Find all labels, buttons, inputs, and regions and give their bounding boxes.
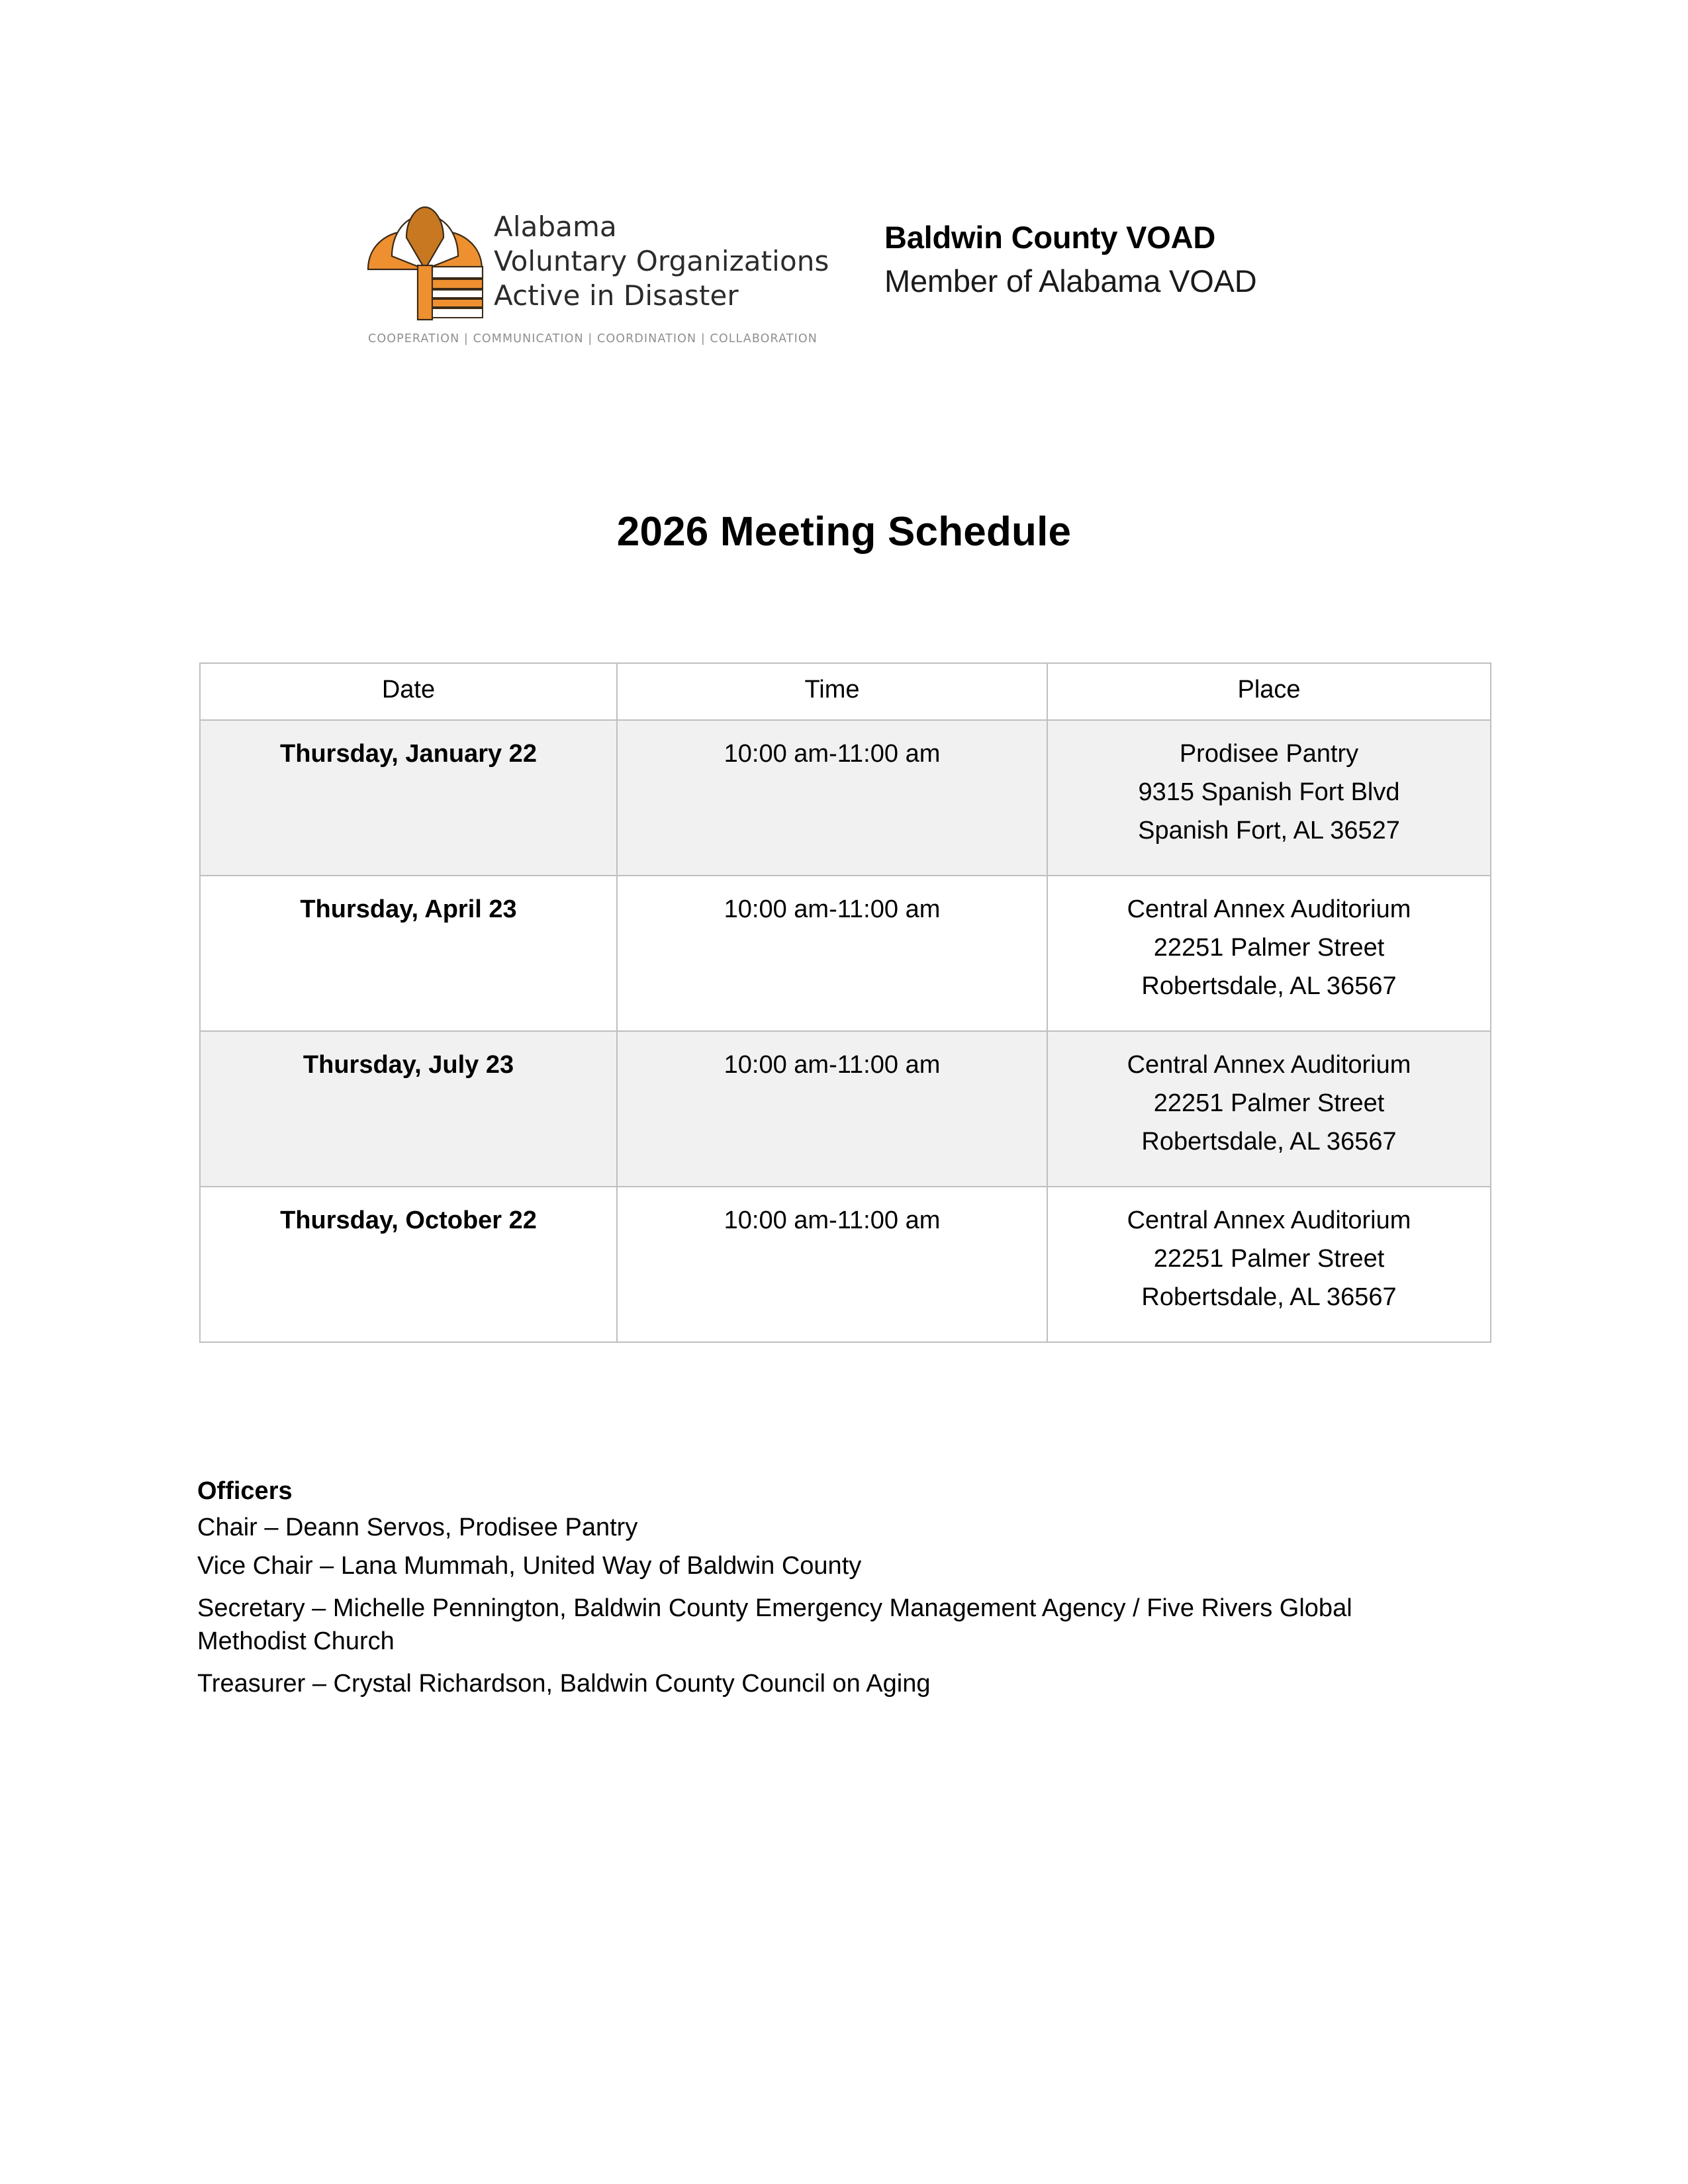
column-header-place: Place [1047,663,1491,720]
place-line-city: Robertsdale, AL 36567 [1141,1127,1397,1156]
table-row [200,876,1491,1031]
organization-name: Baldwin County VOAD [884,220,1216,255]
place-line-city: Robertsdale, AL 36567 [1141,1283,1397,1311]
meeting-schedule-table [199,662,1491,1343]
place-line-venue: Central Annex Auditorium [1127,1206,1411,1234]
cell-time: 10:00 am-11:00 am [617,720,1047,876]
organization-membership: Member of Alabama VOAD [884,263,1257,299]
place-line-street: 22251 Palmer Street [1153,1244,1385,1273]
officer-chair: Chair – Deann Servos, Prodisee Pantry [197,1514,638,1541]
cell-place [1047,1031,1491,1187]
logo-wordmark-line-2: Voluntary Organizations [494,244,829,277]
page-title: 2026 Meeting Schedule [616,509,1072,555]
document-header [363,199,1356,364]
logo-top-row [363,199,853,324]
alabama-voad-logo [363,199,853,345]
cell-place [1047,876,1491,1031]
column-header-date: Date [200,663,617,720]
logo-tagline: COOPERATION | COMMUNICATION | COORDINATION | COLLABORATION [368,332,818,345]
logo-wordmark-line-3: Active in Disaster [494,279,739,312]
table-row [200,1031,1491,1187]
cell-date: Thursday, January 22 [200,720,617,876]
logo-wordmark-line-1: Alabama [494,210,617,243]
column-header-time: Time [617,663,1047,720]
officers-section [197,1477,1521,1709]
table-row [200,1187,1491,1342]
logo-wordmark [494,210,829,313]
officer-treasurer: Treasurer – Crystal Richardson, Baldwin County Council on Aging [197,1670,931,1698]
table-row [200,720,1491,876]
cell-place [1047,1187,1491,1342]
place-line-city: Spanish Fort, AL 36527 [1138,816,1400,844]
place-line-venue: Central Annex Auditorium [1127,1051,1411,1079]
cell-time: 10:00 am-11:00 am [617,1031,1047,1187]
table-header [200,663,1491,720]
place-line-street: 9315 Spanish Fort Blvd [1138,778,1400,806]
cell-date: Thursday, October 22 [200,1187,617,1342]
place-line-street: 22251 Palmer Street [1153,933,1385,962]
table-header-row [200,663,1491,720]
officer-secretary: Secretary – Michelle Pennington, Baldwin County Emergency Management Agency / Five Rivers Global Methodist Church [197,1594,1352,1656]
officer-vice-chair: Vice Chair – Lana Mummah, United Way of Baldwin County [197,1552,862,1580]
cell-place [1047,720,1491,876]
organization-identity [884,217,1256,302]
place-line-venue: Central Annex Auditorium [1127,895,1411,923]
cell-time: 10:00 am-11:00 am [617,1187,1047,1342]
officers-heading: Officers [197,1477,293,1505]
place-line-city: Robertsdale, AL 36567 [1141,972,1397,1000]
alabama-voad-logo-mark-icon [365,201,485,323]
table-body [200,720,1491,1342]
cell-date: Thursday, April 23 [200,876,617,1031]
cell-date: Thursday, July 23 [200,1031,617,1187]
place-line-street: 22251 Palmer Street [1153,1089,1385,1117]
place-line-venue: Prodisee Pantry [1179,740,1359,768]
cell-time: 10:00 am-11:00 am [617,876,1047,1031]
